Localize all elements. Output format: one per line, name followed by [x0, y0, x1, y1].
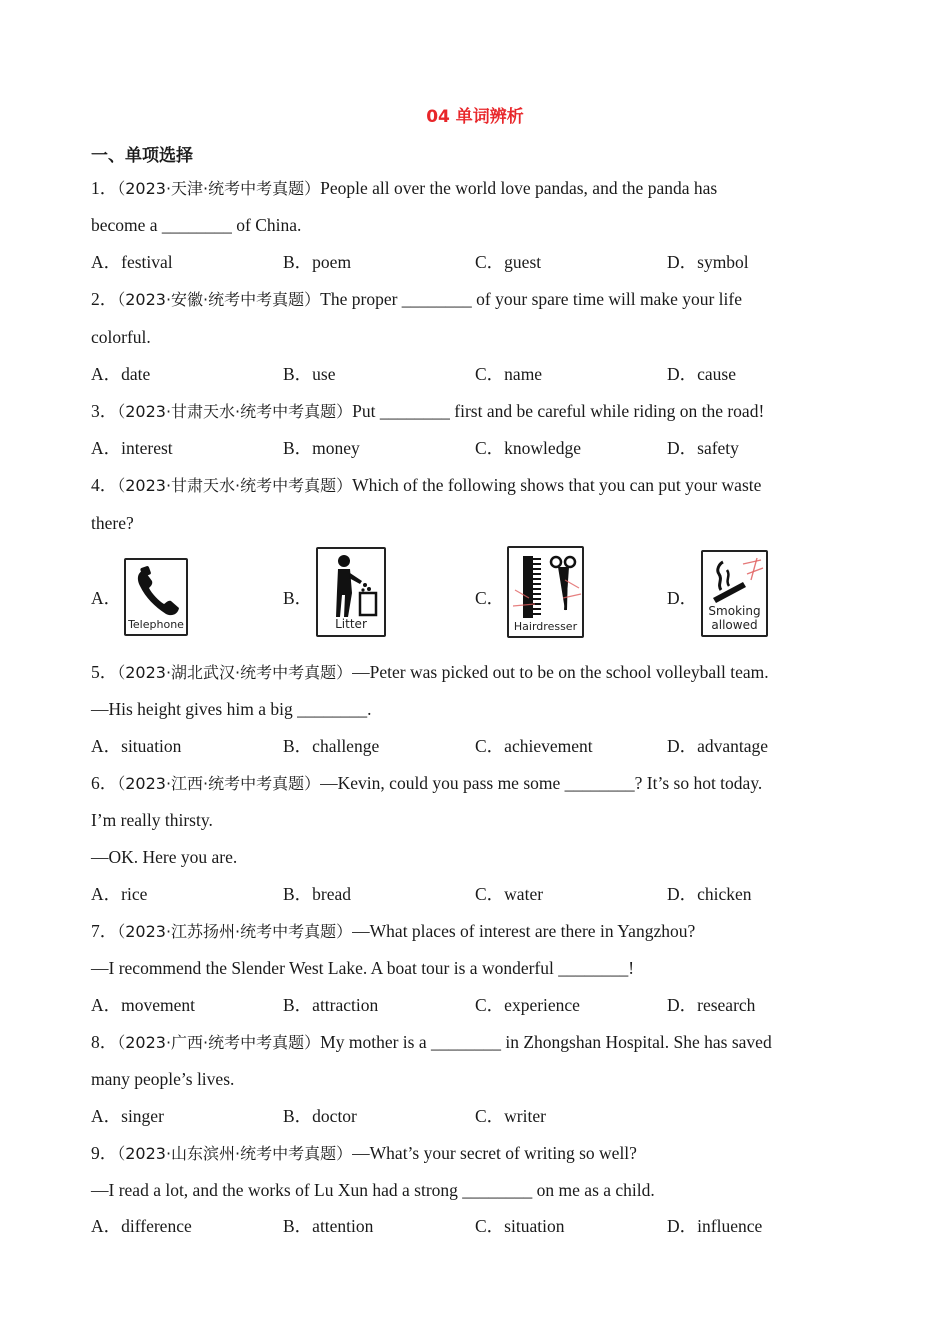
question-number: 5．: [91, 662, 118, 682]
question-number: 6．: [91, 773, 118, 793]
question-source: （2023·江西·统考中考真题）: [117, 774, 321, 793]
option-d: D．research: [667, 995, 756, 1015]
question-source: （2023·甘肃天水·统考中考真题）: [117, 402, 353, 421]
sign-label: allowed: [711, 618, 758, 632]
question-number: 2．: [91, 289, 118, 309]
question-number: 3．: [91, 401, 118, 421]
option-b: B．: [283, 588, 313, 608]
question-6-line-1: [91, 771, 762, 796]
question-6-line-2: I’m really thirsty.: [91, 810, 213, 830]
question-8-line-2: many people’s lives.: [91, 1069, 235, 1089]
question-5-line-1: [91, 660, 769, 685]
question-text: My mother is a ________ in Zhongshan Hospital. She has saved: [320, 1032, 772, 1052]
option-a: A．interest: [91, 438, 173, 458]
question-number: 1．: [91, 178, 118, 198]
question-text: Which of the following shows that you can put your waste: [352, 475, 762, 495]
question-4-line-2: there?: [91, 513, 134, 533]
option-b: B．poem: [283, 252, 352, 272]
option-a: A．situation: [91, 736, 182, 756]
option-b: B．doctor: [283, 1106, 357, 1126]
option-c: C．situation: [475, 1216, 565, 1236]
option-c: C．knowledge: [475, 438, 581, 458]
option-c: C．achievement: [475, 736, 593, 756]
option-b: B．attention: [283, 1216, 374, 1236]
option-a: A．difference: [91, 1216, 192, 1236]
option-a: A．: [91, 588, 122, 608]
question-number: 7．: [91, 921, 118, 941]
question-3-line-1: [91, 399, 764, 424]
option-d: D．advantage: [667, 736, 769, 756]
page-title: 04 单词辨析: [426, 107, 524, 127]
question-text: The proper ________ of your spare time will make your life: [320, 289, 742, 309]
telephone-sign: [124, 558, 188, 636]
question-source: （2023·江苏扬州·统考中考真题）: [117, 922, 353, 941]
option-a: A．rice: [91, 884, 148, 904]
question-6-line-3: —OK. Here you are.: [91, 847, 238, 867]
comb-scissors-icon: [509, 550, 582, 622]
question-4-line-1: [91, 473, 761, 498]
option-c: C．guest: [475, 252, 542, 272]
option-c: C．experience: [475, 995, 580, 1015]
option-a: A．movement: [91, 995, 196, 1015]
option-d: D．cause: [667, 364, 737, 384]
section-heading: 一、单项选择: [91, 146, 193, 166]
option-c: C．water: [475, 884, 544, 904]
question-number: 9．: [91, 1143, 118, 1163]
question-8-line-1: [91, 1030, 772, 1055]
question-2-line-2: colorful.: [91, 327, 151, 347]
question-source: （2023·湖北武汉·统考中考真题）: [117, 663, 353, 682]
sign-label: Litter: [335, 617, 367, 631]
option-a: A．festival: [91, 252, 173, 272]
litter-icon: [318, 551, 384, 619]
option-b: B．bread: [283, 884, 352, 904]
question-1-line-2: become a ________ of China.: [91, 215, 302, 235]
option-c: C．name: [475, 364, 543, 384]
option-b: B．money: [283, 438, 360, 458]
sign-label: Telephone: [128, 618, 184, 631]
option-d: D．chicken: [667, 884, 752, 904]
question-text: —Kevin, could you pass me some ________? It’s so hot today.: [320, 773, 763, 793]
question-text: —What places of interest are there in Yangzhou?: [352, 921, 696, 941]
question-text: Put ________ first and be careful while riding on the road!: [352, 401, 765, 421]
telephone-icon: [126, 564, 186, 622]
option-b: B．challenge: [283, 736, 380, 756]
question-9-line-1: [91, 1141, 637, 1166]
option-b: B．attraction: [283, 995, 379, 1015]
option-d: D．symbol: [667, 252, 749, 272]
option-a: A．singer: [91, 1106, 164, 1126]
option-a: A．date: [91, 364, 151, 384]
litter-sign: [316, 547, 386, 637]
question-text: People all over the world love pandas, and the panda has: [320, 178, 718, 198]
question-text: —What’s your secret of writing so well?: [352, 1143, 637, 1163]
question-text: —Peter was picked out to be on the school volleyball team.: [352, 662, 769, 682]
option-b: B．use: [283, 364, 336, 384]
hairdresser-sign: [507, 546, 584, 638]
question-number: 4．: [91, 475, 118, 495]
option-d: D．influence: [667, 1216, 763, 1236]
option-c: C．: [475, 588, 505, 608]
question-source: （2023·天津·统考中考真题）: [117, 179, 321, 198]
sign-label: Smoking: [708, 604, 761, 618]
question-source: （2023·甘肃天水·统考中考真题）: [117, 476, 353, 495]
option-d: D．: [667, 588, 698, 608]
question-number: 8．: [91, 1032, 118, 1052]
question-2-line-1: [91, 287, 742, 312]
sign-label: Hairdresser: [513, 620, 578, 633]
question-7-line-1: [91, 919, 695, 944]
question-1-line-1: [91, 176, 717, 201]
question-source: （2023·山东滨州·统考中考真题）: [117, 1144, 353, 1163]
question-source: （2023·广西·统考中考真题）: [117, 1033, 321, 1052]
question-5-line-2: —His height gives him a big ________.: [91, 699, 372, 719]
question-7-line-2: —I recommend the Slender West Lake. A boat tour is a wonderful ________!: [91, 958, 635, 978]
question-source: （2023·安徽·统考中考真题）: [117, 290, 321, 309]
question-9-line-2: —I read a lot, and the works of Lu Xun had a strong ________ on me as a child.: [91, 1180, 655, 1200]
smoking-allowed-sign: [701, 550, 768, 637]
cigarette-icon: [703, 554, 766, 610]
option-c: C．writer: [475, 1106, 546, 1126]
option-d: D．safety: [667, 438, 739, 458]
